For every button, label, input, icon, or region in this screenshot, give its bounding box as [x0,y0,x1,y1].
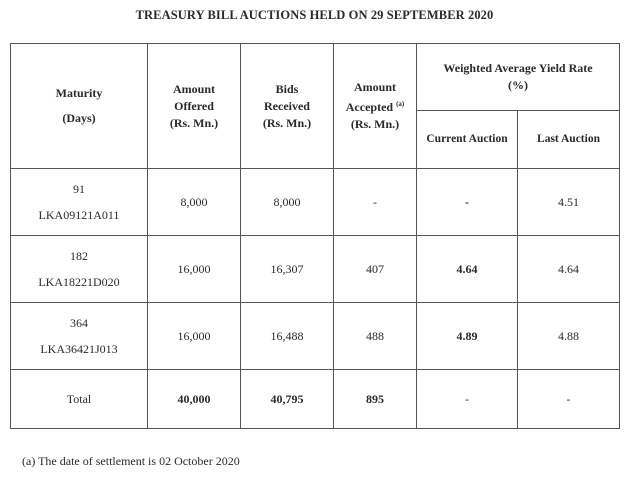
amount-offered: 8,000 [148,169,241,236]
current-yield: 4.64 [417,236,518,303]
bids-received: 16,307 [241,236,334,303]
total-row [11,370,620,429]
table-row [11,303,620,370]
last-yield: 4.51 [518,169,620,236]
maturity-cell [11,236,148,303]
header-accepted-note: (a) [396,100,405,108]
header-bids [241,44,334,169]
header-yield-line1: Weighted Average Yield Rate [443,61,593,75]
total-accepted: 895 [334,370,417,429]
table-row [11,236,620,303]
last-yield: 4.64 [518,236,620,303]
total-last: - [518,370,620,429]
last-yield: 4.88 [518,303,620,370]
header-maturity [11,44,148,169]
current-yield: 4.89 [417,303,518,370]
table-row [11,169,620,236]
header-offered-line1: Amount [172,81,215,96]
header-offered-line3: (Rs. Mn.) [169,115,219,130]
header-offered [148,44,241,169]
page-title: TREASURY BILL AUCTIONS HELD ON 29 SEPTEMBER 2020 [135,8,494,22]
maturity-days: 182 [70,249,88,263]
auction-table [10,43,620,429]
maturity-days: 364 [70,316,88,330]
header-maturity-line2: (Days) [62,111,96,125]
current-yield: - [417,169,518,236]
maturity-cell [11,303,148,370]
bids-received: 16,488 [241,303,334,370]
amount-accepted: 488 [334,303,417,370]
amount-offered: 16,000 [148,236,241,303]
amount-offered: 16,000 [148,303,241,370]
total-offered: 40,000 [148,370,241,429]
header-accepted-line3: (Rs. Mn.) [350,117,400,131]
header-accepted-line2: Accepted [345,100,394,114]
footnote: (a) The date of settlement is 02 October 2020 [22,454,240,468]
maturity-code: LKA18221D020 [38,275,120,289]
header-last-auction: Last Auction [518,111,620,169]
maturity-days: 91 [73,182,85,196]
header-bids-line2: Received [264,98,310,113]
header-maturity-line1: Maturity [55,86,103,100]
maturity-cell [11,169,148,236]
total-current: - [417,370,518,429]
header-accepted [334,44,417,169]
amount-accepted: - [334,169,417,236]
total-label: Total [11,370,148,429]
amount-accepted: 407 [334,236,417,303]
header-bids-line1: Bids [275,81,299,96]
header-yield [417,44,620,111]
header-current-auction: Current Auction [417,111,518,169]
header-bids-line3: (Rs. Mn.) [262,115,312,130]
maturity-code: LKA36421J013 [40,342,118,356]
total-bids: 40,795 [241,370,334,429]
header-yield-line2: (%) [508,78,528,92]
header-offered-line2: Offered [174,98,214,113]
bids-received: 8,000 [241,169,334,236]
maturity-code: LKA09121A011 [38,208,120,222]
header-accepted-line1: Amount [353,80,396,94]
